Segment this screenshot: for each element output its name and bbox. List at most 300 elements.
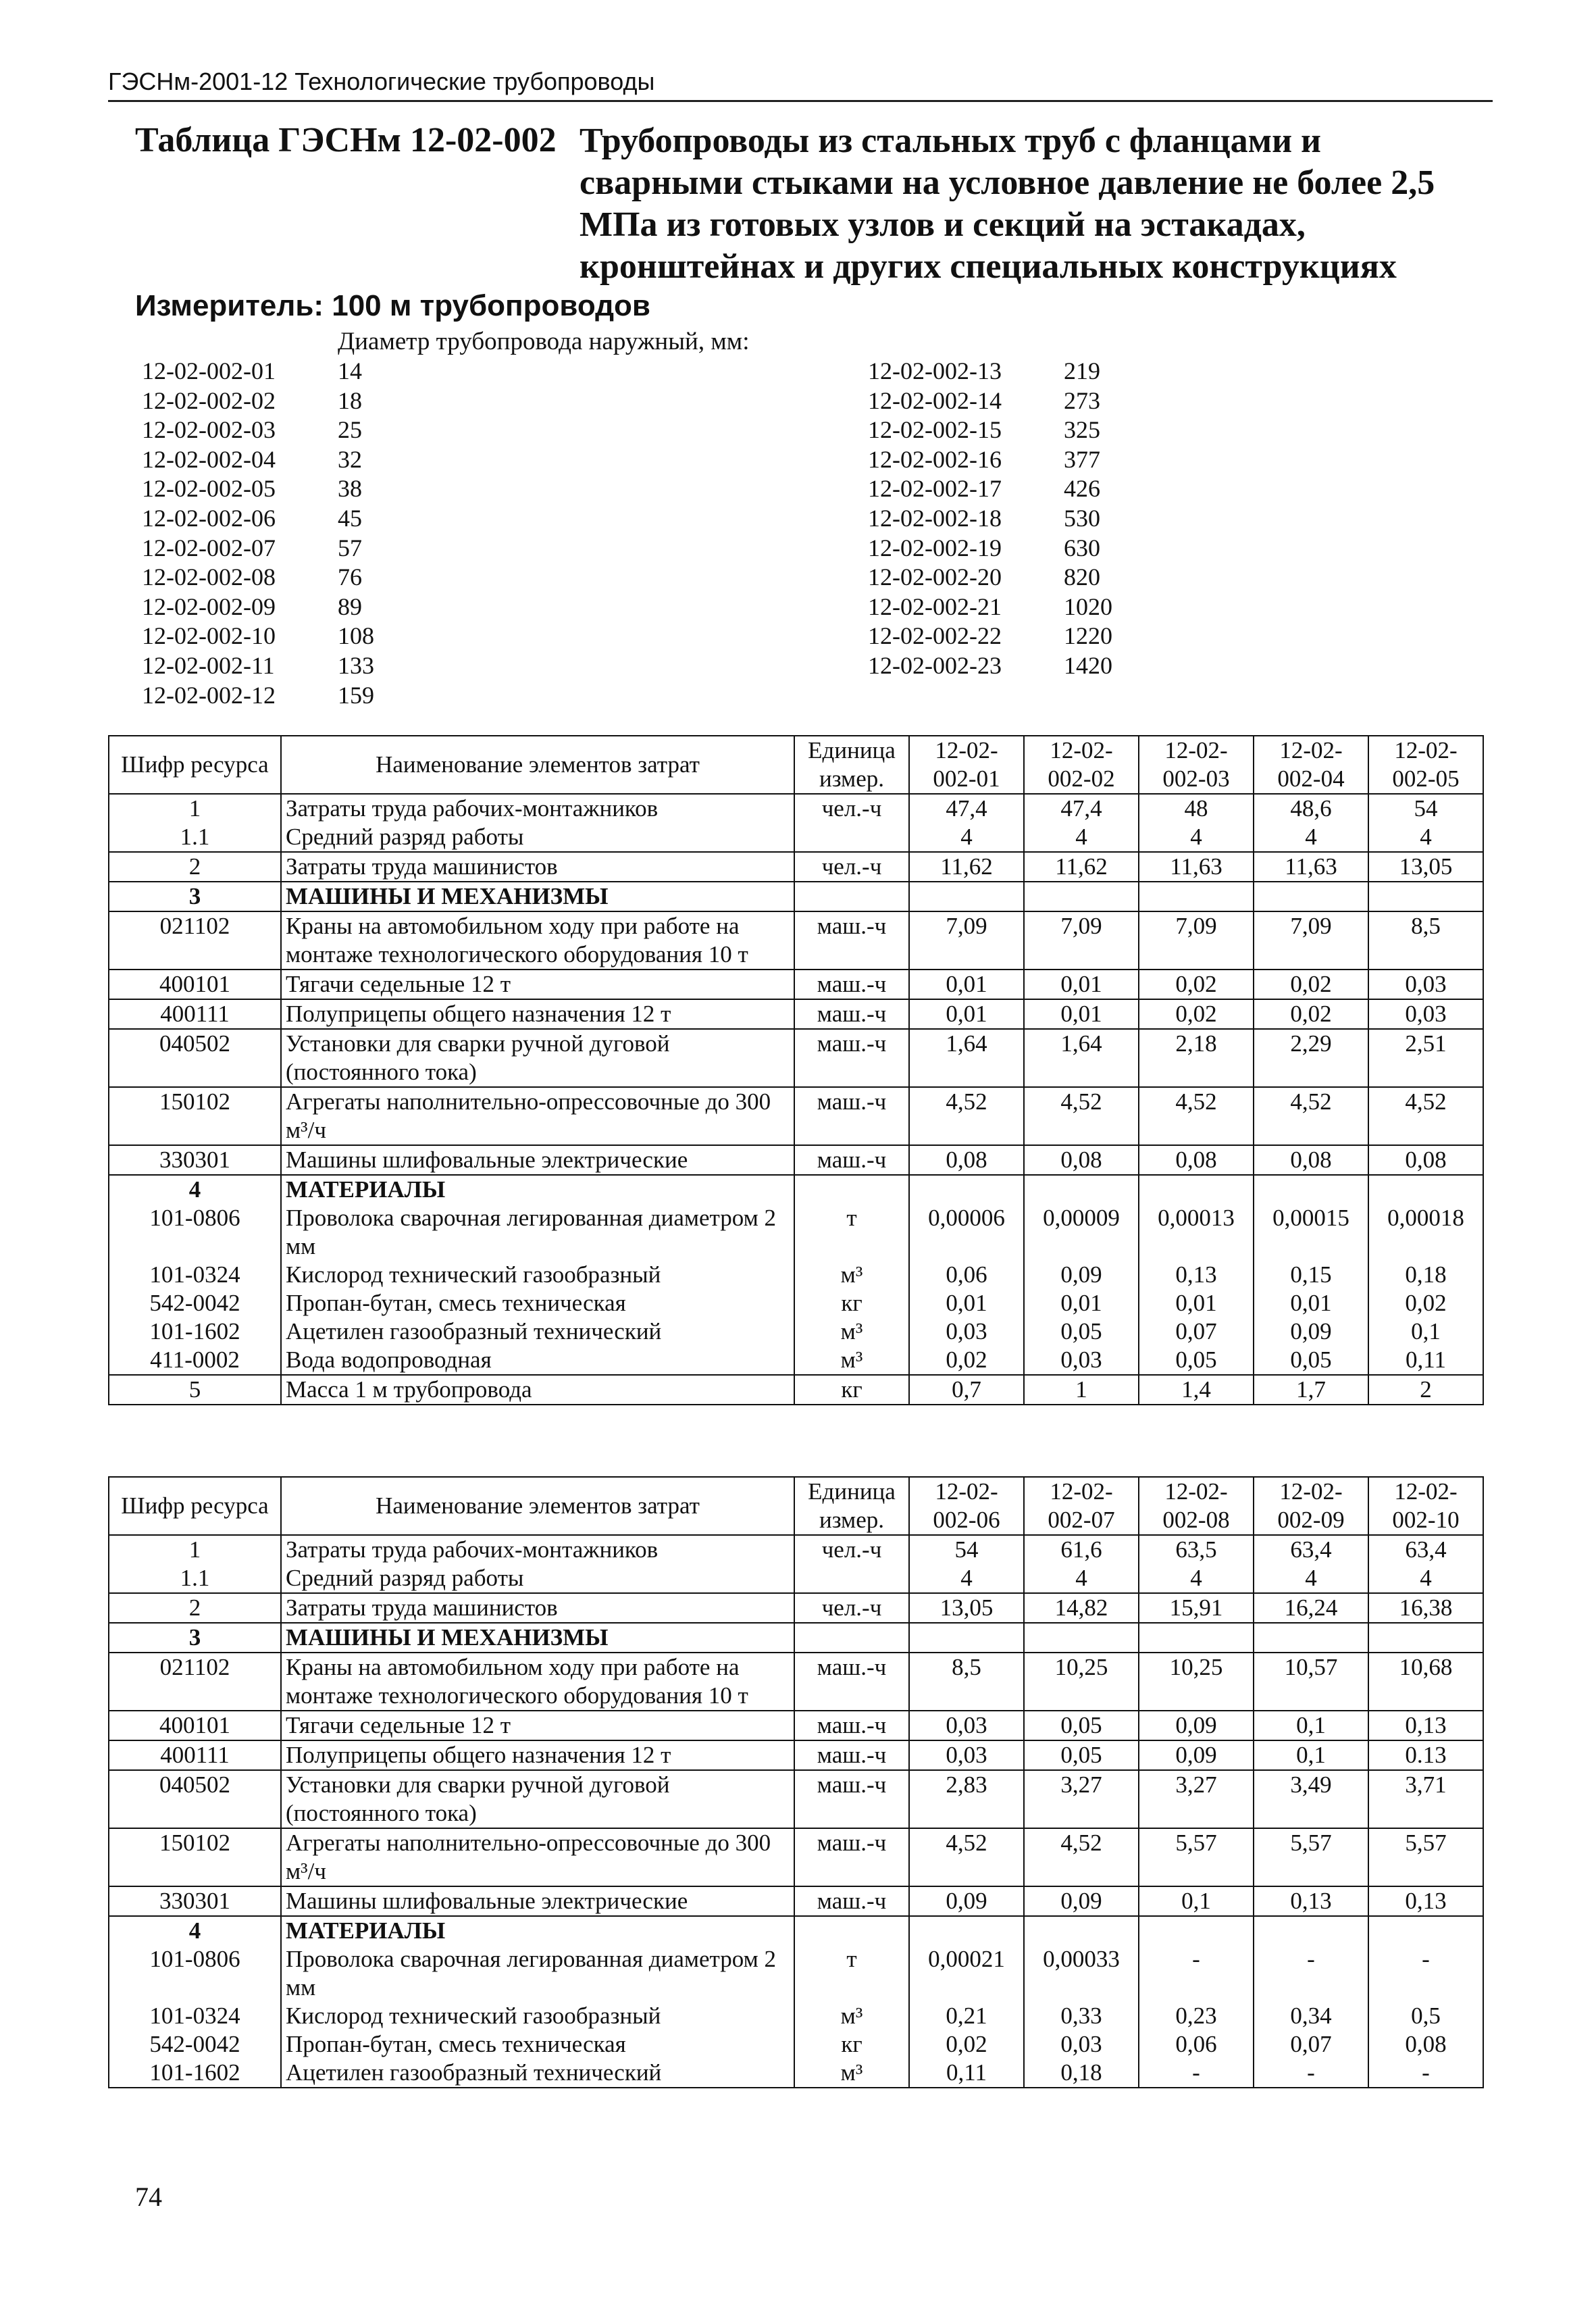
resource-code: 150102 — [109, 1828, 281, 1886]
value-cell — [1139, 882, 1254, 911]
cost-element-name: Агрегаты наполнительно-опрессовочные до 300 м³/ч — [281, 1087, 794, 1145]
value-cell: 1,64 — [1024, 1029, 1139, 1087]
value-cell: 2,83 — [909, 1770, 1024, 1828]
value-cell: 16,24 — [1254, 1593, 1368, 1623]
value-cell: 8,5 — [1368, 911, 1483, 970]
table-row — [109, 1623, 1483, 1653]
unit-cell: чел.-ч — [794, 1593, 909, 1623]
value-cell: 10,57 — [1254, 1653, 1368, 1711]
norm-code: 12-02-002-13 — [868, 357, 1002, 384]
value-cell: 63,4 — [1368, 1535, 1483, 1564]
code-row — [142, 681, 374, 711]
value-cell: 63,4 — [1254, 1535, 1368, 1564]
cost-element-name: Средний разряд работы — [281, 823, 794, 852]
value-cell: 0,05 — [1024, 1317, 1139, 1346]
table-row — [109, 999, 1483, 1029]
value-cell: 4 — [1254, 1564, 1368, 1593]
norm-code: 12-02-002-02 — [142, 386, 276, 414]
table-row — [109, 1916, 1483, 1945]
cost-element-name: Кислород технический газообразный — [281, 2002, 794, 2030]
value-cell: 0,18 — [1368, 1261, 1483, 1289]
value-cell: 0,1 — [1139, 1886, 1254, 1916]
resource-code: 021102 — [109, 1653, 281, 1711]
value-cell: 0.13 — [1368, 1740, 1483, 1770]
value-cell — [1254, 1916, 1368, 1945]
code-row — [142, 445, 374, 475]
value-cell — [1024, 1623, 1139, 1653]
unit-cell — [794, 882, 909, 911]
resource-code: 400111 — [109, 999, 281, 1029]
code-row — [868, 386, 1112, 416]
table-row — [109, 1653, 1483, 1711]
cost-element-name: Полуприцепы общего назначения 12 т — [281, 999, 794, 1029]
codes-list-right — [868, 357, 1112, 681]
resource-table-1 — [108, 735, 1484, 1405]
value-cell: 47,4 — [909, 794, 1024, 823]
unit-cell: чел.-ч — [794, 1535, 909, 1564]
value-cell: 0,01 — [1024, 1289, 1139, 1317]
value-cell: 4 — [1368, 1564, 1483, 1593]
col-head-norm: 12-02-002-09 — [1254, 1477, 1368, 1535]
value-cell — [1139, 1623, 1254, 1653]
col-head-name: Наименование элементов затрат — [281, 1477, 794, 1535]
value-cell: 5,57 — [1254, 1828, 1368, 1886]
norm-code: 12-02-002-23 — [868, 651, 1002, 679]
value-cell: 0,02 — [909, 2030, 1024, 2059]
value-cell: 0,08 — [909, 1145, 1024, 1175]
cost-element-name: Проволока сварочная легированная диаметром 2 мм — [281, 1204, 794, 1261]
table-row — [109, 794, 1483, 823]
code-row — [868, 416, 1112, 445]
value-cell: - — [1368, 1945, 1483, 2002]
cost-element-name: МАШИНЫ И МЕХАНИЗМЫ — [281, 1623, 794, 1653]
value-cell: 11,62 — [909, 852, 1024, 882]
value-cell: 0,13 — [1254, 1886, 1368, 1916]
value-cell: 7,09 — [1139, 911, 1254, 970]
value-cell: 10,25 — [1024, 1653, 1139, 1711]
value-cell: 3,27 — [1139, 1770, 1254, 1828]
value-cell: 0,13 — [1368, 1886, 1483, 1916]
value-cell: 0,02 — [1368, 1289, 1483, 1317]
resource-code: 101-0324 — [109, 1261, 281, 1289]
col-head-unit: Единица измер. — [794, 736, 909, 794]
value-cell: 1,64 — [909, 1029, 1024, 1087]
table-row — [109, 1945, 1483, 2002]
value-cell: 0,08 — [1024, 1145, 1139, 1175]
value-cell: 0,09 — [1139, 1740, 1254, 1770]
value-cell: 4,52 — [909, 1828, 1024, 1886]
table-row — [109, 1770, 1483, 1828]
table-row — [109, 1204, 1483, 1261]
code-row — [868, 563, 1112, 593]
value-cell: 2 — [1368, 1375, 1483, 1405]
resource-code: 040502 — [109, 1029, 281, 1087]
cost-element-name: МАТЕРИАЛЫ — [281, 1175, 794, 1204]
value-cell: 4,52 — [1024, 1828, 1139, 1886]
unit-cell: чел.-ч — [794, 852, 909, 882]
cost-element-name: Вода водопроводная — [281, 1346, 794, 1375]
cost-element-name: Тягачи седельные 12 т — [281, 1711, 794, 1740]
col-head-norm: 12-02-002-01 — [909, 736, 1024, 794]
value-cell: 4 — [909, 823, 1024, 852]
unit-cell: маш.-ч — [794, 1740, 909, 1770]
resource-code: 1 — [109, 1535, 281, 1564]
code-row — [142, 593, 374, 622]
norm-code: 12-02-002-18 — [868, 504, 1002, 532]
value-cell: 61,6 — [1024, 1535, 1139, 1564]
cost-element-name: Масса 1 м трубопровода — [281, 1375, 794, 1405]
value-cell: 0,00015 — [1254, 1204, 1368, 1261]
value-cell: 0,00013 — [1139, 1204, 1254, 1261]
value-cell: 0,02 — [1139, 970, 1254, 999]
value-cell: 0,02 — [909, 1346, 1024, 1375]
value-cell: 0,02 — [1139, 999, 1254, 1029]
value-cell: 0,11 — [1368, 1346, 1483, 1375]
measure-unit: Измеритель: 100 м трубопроводов — [135, 289, 650, 322]
diameter-value: 38 — [338, 475, 362, 503]
value-cell: 4 — [1139, 823, 1254, 852]
value-cell: 0,5 — [1368, 2002, 1483, 2030]
unit-cell: м³ — [794, 1261, 909, 1289]
value-cell: 0,1 — [1254, 1711, 1368, 1740]
table-row — [109, 1317, 1483, 1346]
col-head-norm: 12-02-002-03 — [1139, 736, 1254, 794]
value-cell: 0,00009 — [1024, 1204, 1139, 1261]
value-cell: 4,52 — [1139, 1087, 1254, 1145]
norm-code: 12-02-002-14 — [868, 386, 1002, 414]
table-row — [109, 1375, 1483, 1405]
cost-element-name: Тягачи седельные 12 т — [281, 970, 794, 999]
value-cell — [1368, 882, 1483, 911]
diameter-value: 89 — [338, 593, 362, 620]
resource-code: 101-0806 — [109, 1204, 281, 1261]
value-cell — [1368, 1623, 1483, 1653]
resource-code: 330301 — [109, 1886, 281, 1916]
value-cell: 0,00018 — [1368, 1204, 1483, 1261]
value-cell — [1368, 1175, 1483, 1204]
value-cell: 0,08 — [1368, 2030, 1483, 2059]
value-cell: 10,68 — [1368, 1653, 1483, 1711]
code-row — [868, 357, 1112, 386]
value-cell: 0,01 — [1024, 999, 1139, 1029]
value-cell — [909, 882, 1024, 911]
code-row — [868, 534, 1112, 563]
diameter-value: 25 — [338, 416, 362, 444]
resource-code: 101-1602 — [109, 2059, 281, 2088]
unit-cell: кг — [794, 1289, 909, 1317]
value-cell: 48,6 — [1254, 794, 1368, 823]
table-row — [109, 1029, 1483, 1087]
value-cell: 0,03 — [1368, 999, 1483, 1029]
unit-cell: м³ — [794, 2002, 909, 2030]
norm-code: 12-02-002-16 — [868, 445, 1002, 473]
value-cell: 0,03 — [1024, 1346, 1139, 1375]
value-cell: 3,71 — [1368, 1770, 1483, 1828]
value-cell: 11,63 — [1139, 852, 1254, 882]
norm-code: 12-02-002-03 — [142, 416, 276, 444]
diameter-value: 273 — [1064, 386, 1100, 414]
diameter-value: 18 — [338, 386, 362, 414]
value-cell: 2,29 — [1254, 1029, 1368, 1087]
unit-cell: маш.-ч — [794, 1711, 909, 1740]
table-row — [109, 1564, 1483, 1593]
value-cell: 0,08 — [1368, 1145, 1483, 1175]
value-cell: 0,09 — [1024, 1261, 1139, 1289]
cost-element-name: Ацетилен газообразный технический — [281, 2059, 794, 2088]
resource-code: 1.1 — [109, 823, 281, 852]
value-cell: 8,5 — [909, 1653, 1024, 1711]
unit-cell: маш.-ч — [794, 1087, 909, 1145]
value-cell: 1,4 — [1139, 1375, 1254, 1405]
value-cell: 4,52 — [909, 1087, 1024, 1145]
value-cell: 4 — [1254, 823, 1368, 852]
value-cell: 54 — [1368, 794, 1483, 823]
table-row — [109, 911, 1483, 970]
value-cell: - — [1139, 1945, 1254, 2002]
norm-code: 12-02-002-01 — [142, 357, 276, 384]
value-cell: 11,63 — [1254, 852, 1368, 882]
diameter-value: 133 — [338, 651, 374, 679]
value-cell — [909, 1916, 1024, 1945]
resource-code: 040502 — [109, 1770, 281, 1828]
value-cell: 54 — [909, 1535, 1024, 1564]
resource-code: 411-0002 — [109, 1346, 281, 1375]
norm-code: 12-02-002-12 — [142, 681, 276, 709]
resource-code: 101-0324 — [109, 2002, 281, 2030]
resource-code: 400101 — [109, 1711, 281, 1740]
unit-cell: маш.-ч — [794, 1653, 909, 1711]
diameter-value: 1220 — [1064, 622, 1112, 650]
value-cell: 0,01 — [1139, 1289, 1254, 1317]
code-row — [142, 504, 374, 534]
resource-code: 101-0806 — [109, 1945, 281, 2002]
table-row — [109, 852, 1483, 882]
unit-cell: маш.-ч — [794, 1886, 909, 1916]
value-cell: 0,00006 — [909, 1204, 1024, 1261]
header-rule — [108, 100, 1493, 102]
cost-element-name: Затраты труда рабочих-монтажников — [281, 1535, 794, 1564]
unit-cell: маш.-ч — [794, 1770, 909, 1828]
value-cell: 0,11 — [909, 2059, 1024, 2088]
value-cell: 0,02 — [1254, 970, 1368, 999]
value-cell — [1139, 1175, 1254, 1204]
value-cell: 1,7 — [1254, 1375, 1368, 1405]
cost-element-name: Пропан-бутан, смесь техническая — [281, 1289, 794, 1317]
value-cell: 0,05 — [1254, 1346, 1368, 1375]
col-head-norm: 12-02-002-08 — [1139, 1477, 1254, 1535]
value-cell: 0,7 — [909, 1375, 1024, 1405]
cost-element-name: Установки для сварки ручной дуговой (постоянного тока) — [281, 1770, 794, 1828]
resource-code: 1 — [109, 794, 281, 823]
table-row — [109, 882, 1483, 911]
value-cell: 0,06 — [1139, 2030, 1254, 2059]
unit-cell: кг — [794, 1375, 909, 1405]
diameter-value: 630 — [1064, 534, 1100, 561]
table-row — [109, 2059, 1483, 2088]
norm-code: 12-02-002-04 — [142, 445, 276, 473]
value-cell: 0,01 — [1024, 970, 1139, 999]
unit-cell: маш.-ч — [794, 1145, 909, 1175]
table-row — [109, 1346, 1483, 1375]
running-header: ГЭСНм-2001-12 Технологические трубопроводы — [108, 68, 655, 95]
value-cell — [1254, 882, 1368, 911]
value-cell: 3,49 — [1254, 1770, 1368, 1828]
code-row — [142, 357, 374, 386]
diameter-label: Диаметр трубопровода наружный, мм: — [338, 328, 750, 355]
value-cell — [1139, 1916, 1254, 1945]
diameter-value: 45 — [338, 504, 362, 532]
value-cell: 5,57 — [1368, 1828, 1483, 1886]
norm-code: 12-02-002-11 — [142, 651, 275, 679]
value-cell: 0,03 — [909, 1317, 1024, 1346]
value-cell: 16,38 — [1368, 1593, 1483, 1623]
value-cell: 0,13 — [1139, 1261, 1254, 1289]
table-row — [109, 1740, 1483, 1770]
value-cell: 14,82 — [1024, 1593, 1139, 1623]
resource-code: 2 — [109, 1593, 281, 1623]
norm-code: 12-02-002-17 — [868, 475, 1002, 503]
unit-cell — [794, 1623, 909, 1653]
value-cell: 0,03 — [909, 1711, 1024, 1740]
table-row — [109, 1535, 1483, 1564]
value-cell: 0,09 — [1024, 1886, 1139, 1916]
unit-cell — [794, 1175, 909, 1204]
value-cell: 0,01 — [909, 999, 1024, 1029]
value-cell: 0,33 — [1024, 2002, 1139, 2030]
resource-code: 4 — [109, 1916, 281, 1945]
norm-code: 12-02-002-06 — [142, 504, 276, 532]
value-cell: 0,1 — [1368, 1317, 1483, 1346]
value-cell: 0,03 — [909, 1740, 1024, 1770]
diameter-value: 76 — [338, 563, 362, 591]
resource-code: 5 — [109, 1375, 281, 1405]
value-cell: 4 — [1139, 1564, 1254, 1593]
diameter-value: 1020 — [1064, 593, 1112, 620]
diameter-value: 14 — [338, 357, 362, 384]
cost-element-name: Проволока сварочная легированная диаметром 2 мм — [281, 1945, 794, 2002]
value-cell: 0,15 — [1254, 1261, 1368, 1289]
table-title-text: Трубопроводы из стальных труб с фланцами и сварными стыками на условное давление не более 2,5 МПа из готовых узлов и секций на эстакадах, кронштейнах и других специальных конструкциях — [580, 122, 1435, 286]
unit-cell: чел.-ч — [794, 794, 909, 823]
value-cell — [1024, 1175, 1139, 1204]
code-row — [868, 504, 1112, 534]
value-cell: 47,4 — [1024, 794, 1139, 823]
unit-cell: м³ — [794, 1317, 909, 1346]
diameter-value: 159 — [338, 681, 374, 709]
unit-cell — [794, 1564, 909, 1593]
cost-element-name: Краны на автомобильном ходу при работе на монтаже технологического оборудования 10 т — [281, 1653, 794, 1711]
value-cell: 0,01 — [909, 970, 1024, 999]
value-cell — [1368, 1916, 1483, 1945]
value-cell: 0,08 — [1254, 1145, 1368, 1175]
value-cell: 4 — [1368, 823, 1483, 852]
unit-cell — [794, 1916, 909, 1945]
norm-code: 12-02-002-07 — [142, 534, 276, 561]
col-head-norm: 12-02-002-05 — [1368, 736, 1483, 794]
unit-cell: т — [794, 1204, 909, 1261]
value-cell — [909, 1175, 1024, 1204]
cost-element-name: Кислород технический газообразный — [281, 1261, 794, 1289]
value-cell: 0,05 — [1024, 1711, 1139, 1740]
value-cell: 7,09 — [1024, 911, 1139, 970]
resource-code: 101-1602 — [109, 1317, 281, 1346]
value-cell: 13,05 — [909, 1593, 1024, 1623]
value-cell: 0,23 — [1139, 2002, 1254, 2030]
cost-element-name: Машины шлифовальные электрические — [281, 1145, 794, 1175]
value-cell — [1024, 1916, 1139, 1945]
code-row — [142, 416, 374, 445]
page-number: 74 — [135, 2182, 162, 2212]
col-head-code: Шифр ресурса — [109, 736, 281, 794]
table-row — [109, 823, 1483, 852]
norm-code: 12-02-002-08 — [142, 563, 276, 591]
cost-element-name: Пропан-бутан, смесь техническая — [281, 2030, 794, 2059]
value-cell: 5,57 — [1139, 1828, 1254, 1886]
value-cell: 48 — [1139, 794, 1254, 823]
value-cell: 2,18 — [1139, 1029, 1254, 1087]
unit-cell: маш.-ч — [794, 1029, 909, 1087]
table-row — [109, 2002, 1483, 2030]
value-cell: 0,00021 — [909, 1945, 1024, 2002]
table-row — [109, 1828, 1483, 1886]
norm-code: 12-02-002-19 — [868, 534, 1002, 561]
cost-element-name: МАШИНЫ И МЕХАНИЗМЫ — [281, 882, 794, 911]
cost-element-name: Агрегаты наполнительно-опрессовочные до 300 м³/ч — [281, 1828, 794, 1886]
code-row — [868, 474, 1112, 504]
diameter-value: 57 — [338, 534, 362, 561]
cost-element-name: Средний разряд работы — [281, 1564, 794, 1593]
code-row — [868, 593, 1112, 622]
value-cell: 13,05 — [1368, 852, 1483, 882]
code-row — [868, 651, 1112, 681]
resource-code: 3 — [109, 882, 281, 911]
table-row — [109, 1886, 1483, 1916]
col-head-norm: 12-02-002-10 — [1368, 1477, 1483, 1535]
value-cell — [909, 1623, 1024, 1653]
diameter-value: 108 — [338, 622, 374, 650]
value-cell: 0,09 — [1139, 1711, 1254, 1740]
value-cell: - — [1139, 2059, 1254, 2088]
diameter-value: 820 — [1064, 563, 1100, 591]
cost-element-name: Краны на автомобильном ходу при работе на монтаже технологического оборудования 10 т — [281, 911, 794, 970]
cost-element-name: Затраты труда машинистов — [281, 852, 794, 882]
value-cell: - — [1254, 2059, 1368, 2088]
value-cell: 0,34 — [1254, 2002, 1368, 2030]
cost-element-name: Затраты труда машинистов — [281, 1593, 794, 1623]
resource-code: 542-0042 — [109, 2030, 281, 2059]
unit-cell: т — [794, 1945, 909, 2002]
col-head-code: Шифр ресурса — [109, 1477, 281, 1535]
cost-element-name: Затраты труда рабочих-монтажников — [281, 794, 794, 823]
unit-cell: маш.-ч — [794, 911, 909, 970]
resource-code: 2 — [109, 852, 281, 882]
value-cell: 0,09 — [909, 1886, 1024, 1916]
value-cell: 0,03 — [1368, 970, 1483, 999]
code-row — [868, 622, 1112, 651]
value-cell: 0,00033 — [1024, 1945, 1139, 2002]
norm-code: 12-02-002-05 — [142, 475, 276, 503]
value-cell: 11,62 — [1024, 852, 1139, 882]
resource-code: 3 — [109, 1623, 281, 1653]
norm-code: 12-02-002-22 — [868, 622, 1002, 650]
value-cell: 0,21 — [909, 2002, 1024, 2030]
table-title-label: Таблица ГЭСНм 12-02-002 — [135, 121, 557, 159]
diameter-value: 377 — [1064, 445, 1100, 473]
resource-code: 400101 — [109, 970, 281, 999]
unit-cell: маш.-ч — [794, 1828, 909, 1886]
cost-element-name: Установки для сварки ручной дуговой (постоянного тока) — [281, 1029, 794, 1087]
value-cell: 63,5 — [1139, 1535, 1254, 1564]
